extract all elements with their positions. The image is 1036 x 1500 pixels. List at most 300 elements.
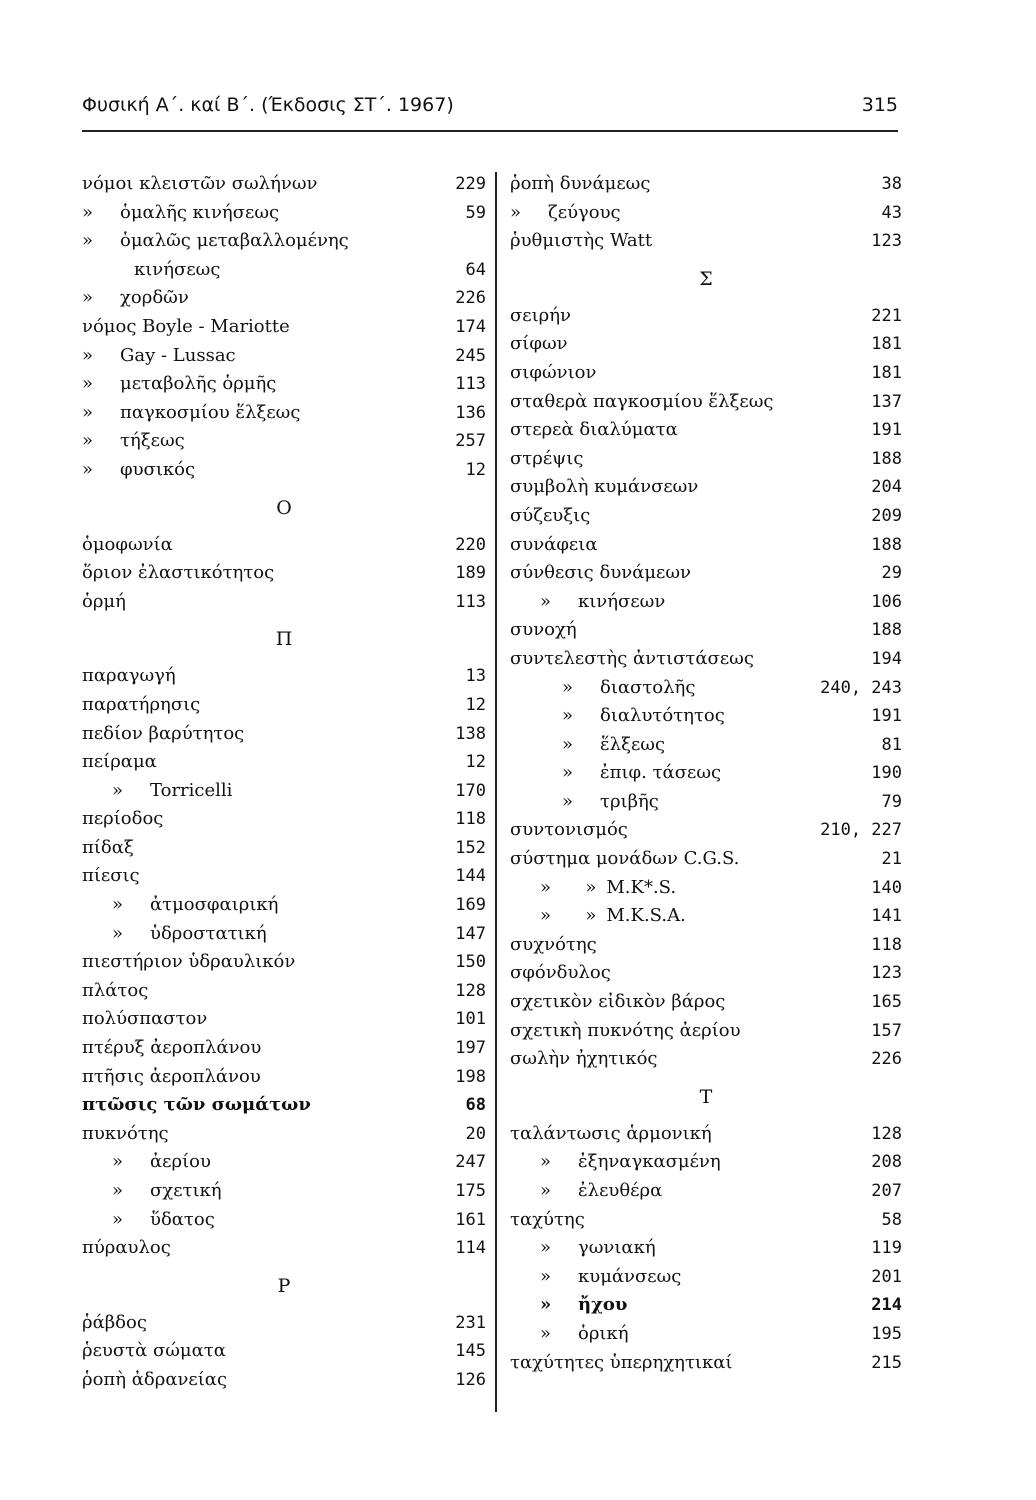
entry-page-refs: 126 <box>455 1369 486 1390</box>
entry-page-refs: 106 <box>871 591 902 612</box>
entry-page-refs: 197 <box>455 1038 486 1059</box>
entry-term-group <box>82 1091 311 1120</box>
entry-term: σύστημα μονάδων C.G.S. <box>510 848 740 870</box>
index-entry <box>82 977 486 1006</box>
entry-term-group <box>82 199 279 228</box>
index-entry <box>82 691 486 720</box>
entry-page-refs: 165 <box>871 992 902 1013</box>
entry-term: ἀερίου <box>150 1151 211 1173</box>
entry-page-refs: 21 <box>881 849 902 870</box>
index-entry <box>510 988 902 1017</box>
entry-page-refs: 191 <box>871 420 902 441</box>
entry-term-group <box>510 1349 732 1378</box>
entry-term: πυκνότης <box>82 1122 169 1144</box>
entry-term: πολύσπαστον <box>82 1008 208 1030</box>
entry-page-refs: 190 <box>871 763 902 784</box>
entry-term: Torricelli <box>150 779 233 801</box>
entry-term: ὑδροστατική <box>150 922 267 944</box>
entry-term-group <box>510 330 568 359</box>
index-entry <box>510 1017 902 1046</box>
index-entry <box>510 388 902 417</box>
entry-page-refs: 20 <box>465 1123 486 1144</box>
entry-term-group <box>82 456 195 485</box>
ditto-mark: » <box>112 1180 124 1201</box>
entry-term: πύραυλος <box>82 1237 171 1259</box>
entry-page-refs: 101 <box>455 1009 486 1030</box>
index-entry <box>82 170 486 199</box>
entry-term-group <box>510 731 665 760</box>
entry-term: ῥοπὴ ἀδρανείας <box>82 1368 228 1390</box>
index-entry <box>510 1349 902 1378</box>
entry-page-refs: 188 <box>871 534 902 555</box>
entry-term: ἕλξεως <box>600 733 666 755</box>
entry-page-refs: 188 <box>871 620 902 641</box>
index-entry <box>82 284 486 313</box>
index-entry <box>510 502 902 531</box>
entry-term-group <box>82 920 267 949</box>
entry-page-refs: 181 <box>871 362 902 383</box>
entry-term: κινήσεων <box>578 590 666 612</box>
entry-page-refs: 118 <box>455 809 486 830</box>
ditto-mark: » <box>540 1265 552 1287</box>
index-entry <box>82 1337 486 1366</box>
index-entry <box>510 645 902 674</box>
entry-term: ὁμαλῆς κινήσεως <box>120 201 280 223</box>
ditto-mark: » <box>540 1294 552 1316</box>
ditto-mark: » <box>562 790 574 812</box>
entry-page-refs: 59 <box>465 202 486 223</box>
entry-term-group <box>82 342 236 371</box>
entry-term: σιφώνιον <box>510 361 597 383</box>
index-entry <box>510 359 902 388</box>
index-entry <box>82 1063 486 1092</box>
ditto-mark: » <box>82 458 94 480</box>
index-entry <box>82 834 486 863</box>
index-entry <box>82 1120 486 1149</box>
entry-term: ἐπιφ. τάσεως <box>600 762 722 784</box>
entry-term-group <box>510 302 571 331</box>
index-entry <box>510 845 902 874</box>
entry-page-refs: 231 <box>455 1312 486 1333</box>
ditto-mark: » <box>562 762 574 784</box>
index-entry <box>82 1005 486 1034</box>
page-header <box>82 94 898 116</box>
entry-term: νόμος Boyle - Mariotte <box>82 315 290 337</box>
entry-term-group <box>510 445 583 474</box>
index-entry <box>510 1263 902 1292</box>
entry-term-group <box>82 1337 226 1366</box>
ditto-mark: » <box>540 1151 552 1173</box>
entry-term: ἐλευθέρα <box>578 1180 663 1201</box>
ditto-mark: » <box>562 733 574 755</box>
entry-term-group <box>510 1263 681 1292</box>
entry-term-group <box>510 988 725 1017</box>
entry-term-group <box>510 199 621 228</box>
entry-term: σίφων <box>510 333 568 355</box>
entry-page-refs: 123 <box>871 963 902 984</box>
entry-term: πίεσις <box>82 865 140 887</box>
index-entry <box>82 1177 486 1206</box>
entry-term-group <box>510 416 678 445</box>
entry-page-refs: 169 <box>455 895 486 916</box>
entry-term: παγκοσμίου ἕλξεως <box>120 401 301 423</box>
index-entry <box>510 1320 902 1349</box>
entry-page-refs: 118 <box>871 934 902 955</box>
entry-term: σχετικὴ πυκνότης ἀερίου <box>510 1019 741 1041</box>
entry-page-refs: 247 <box>455 1152 486 1173</box>
entry-term: ῥάβδος <box>82 1311 147 1333</box>
entry-term-group <box>82 805 163 834</box>
entry-page-refs: 152 <box>455 837 486 858</box>
entry-term-group <box>510 874 676 903</box>
entry-page-refs: 136 <box>455 402 486 423</box>
entry-page-refs: 201 <box>871 1266 902 1287</box>
entry-term-group <box>82 977 148 1006</box>
entry-term-group <box>82 1206 215 1235</box>
entry-page-refs: 209 <box>871 505 902 526</box>
index-entry <box>510 170 902 199</box>
index-entry <box>510 788 902 817</box>
entry-term: συνοχή <box>510 619 577 641</box>
column-divider <box>495 172 497 1412</box>
entry-page-refs: 207 <box>871 1181 902 1201</box>
entry-term: πίδαξ <box>82 836 134 858</box>
entry-term-group <box>82 1034 261 1063</box>
entry-page-refs: 128 <box>871 1123 902 1144</box>
entry-term-group <box>510 959 611 988</box>
entry-term-group <box>82 748 157 777</box>
entry-term: σωλὴν ἠχητικός <box>510 1048 658 1070</box>
entry-term-group <box>82 1120 169 1149</box>
section-letter: Σ <box>699 267 713 290</box>
entry-term: σταθερὰ παγκοσμίου ἕλξεως <box>510 390 774 412</box>
entry-term-group <box>82 370 276 399</box>
ditto-mark: » <box>112 894 124 916</box>
entry-term: κινήσεως <box>134 258 221 280</box>
entry-term: πτέρυξ ἀεροπλάνου <box>82 1037 262 1059</box>
entry-page-refs: 13 <box>465 666 486 687</box>
index-entry <box>510 1206 902 1235</box>
entry-term-group <box>510 1045 657 1074</box>
entry-term-group <box>510 502 590 531</box>
entry-page-refs: 58 <box>881 1209 902 1230</box>
entry-page-refs: 170 <box>455 780 486 801</box>
entry-term: ταχύτης <box>510 1208 585 1230</box>
index-entry <box>82 313 486 342</box>
entry-term-group <box>510 588 665 617</box>
entry-term-group <box>82 313 290 342</box>
entry-term: νόμοι κλειστῶν σωλήνων <box>82 173 318 194</box>
entry-term-group <box>82 284 189 313</box>
entry-page-refs: 198 <box>455 1066 486 1087</box>
entry-term: ἀτμοσφαιρική <box>150 894 279 916</box>
entry-page-refs: 157 <box>871 1020 902 1041</box>
index-entry <box>82 662 486 691</box>
entry-term-group <box>82 531 173 560</box>
entry-term: Gay - Lussac <box>120 344 236 366</box>
entry-term: διαστολῆς <box>600 676 696 698</box>
index-entry <box>82 777 486 806</box>
entry-page-refs: 226 <box>455 288 486 309</box>
entry-term: συντελεστὴς ἀντιστάσεως <box>510 647 754 669</box>
entry-page-refs: 79 <box>881 791 902 812</box>
entry-term-group <box>510 388 773 417</box>
ditto-mark: » <box>112 1151 124 1173</box>
index-entry <box>82 1148 486 1177</box>
ditto-mark: » <box>540 1237 552 1259</box>
entry-term-group <box>82 891 278 920</box>
ditto-mark: » <box>82 430 94 452</box>
entry-term-group <box>82 227 349 256</box>
index-entry <box>82 370 486 399</box>
entry-page-refs: 194 <box>871 648 902 669</box>
header-rule <box>82 130 898 132</box>
index-entry <box>82 948 486 977</box>
index-entry <box>510 199 902 228</box>
ditto-mark: » <box>82 401 94 423</box>
index-entry <box>82 862 486 891</box>
entry-page-refs: 29 <box>881 563 902 584</box>
index-entry <box>510 588 902 617</box>
ditto-mark: » <box>510 201 522 223</box>
entry-term: παραγωγή <box>82 665 176 687</box>
index-entry <box>82 588 486 617</box>
entry-term-group <box>510 816 628 845</box>
entry-page-refs: 113 <box>455 374 486 395</box>
entry-term: ὅριον ἐλαστικότητος <box>82 562 275 584</box>
index-entry <box>510 702 902 731</box>
entry-page-refs: 191 <box>871 706 902 727</box>
entry-page-refs: 174 <box>455 316 486 337</box>
entry-page-refs: 188 <box>871 448 902 469</box>
ditto-mark: » <box>82 373 94 395</box>
index-entry <box>82 456 486 485</box>
index-entry <box>510 531 902 560</box>
index-entry <box>510 1234 902 1263</box>
entry-term: γωνιακή <box>578 1237 656 1259</box>
index-entry <box>510 445 902 474</box>
entry-term-group <box>82 559 274 588</box>
index-entry <box>510 902 902 931</box>
entry-term: συμβολὴ κυμάνσεων <box>510 476 699 498</box>
entry-page-refs: 195 <box>871 1323 902 1344</box>
entry-term: διαλυτότητος <box>600 705 725 727</box>
entry-page-refs: 189 <box>455 563 486 584</box>
entry-term: ὁρμή <box>82 590 126 612</box>
index-entry <box>82 531 486 560</box>
entry-term-group <box>510 559 691 588</box>
index-entry <box>82 559 486 588</box>
entry-term-group <box>82 948 295 977</box>
entry-page-refs: 214 <box>871 1295 902 1316</box>
entry-page-refs: 140 <box>871 877 902 898</box>
ditto-mark: » » <box>540 905 597 927</box>
entry-term: ῥοπὴ δυνάμεως <box>510 173 651 194</box>
index-entry <box>510 559 902 588</box>
entry-term: M.K*.S. <box>606 876 677 898</box>
index-entry <box>82 748 486 777</box>
entry-page-refs: 208 <box>871 1152 902 1173</box>
entry-term: κυμάνσεως <box>578 1265 682 1287</box>
index-entry <box>510 759 902 788</box>
index-entry <box>82 891 486 920</box>
index-entry <box>82 1366 486 1395</box>
ditto-mark: » » <box>540 876 597 898</box>
index-entry <box>82 256 486 285</box>
entry-term: σχετικὸν εἰδικὸν βάρος <box>510 991 726 1013</box>
index-entry <box>82 1034 486 1063</box>
entry-page-refs: 113 <box>455 591 486 612</box>
entry-page-refs: 138 <box>455 723 486 744</box>
entry-term-group <box>510 1291 627 1320</box>
entry-term-group <box>510 1177 662 1206</box>
entry-term: στερεὰ διαλύματα <box>510 419 678 441</box>
entry-term-group <box>82 1309 147 1338</box>
entry-page-refs: 114 <box>455 1238 486 1259</box>
entry-term-group <box>510 616 577 645</box>
page-number: 315 <box>861 94 898 116</box>
entry-page-refs: 181 <box>871 334 902 355</box>
entry-term: ῥευστὰ σώματα <box>82 1340 226 1362</box>
entry-term: περίοδος <box>82 808 164 830</box>
entry-page-refs: 229 <box>455 174 486 194</box>
index-entry <box>510 1291 902 1320</box>
entry-term-group <box>82 1063 261 1092</box>
entry-term-group <box>510 1120 712 1149</box>
entry-term: ταχύτητες ὑπερηχητικαί <box>510 1351 733 1373</box>
entry-term-group <box>82 1366 227 1395</box>
entry-page-refs: 123 <box>871 231 902 252</box>
entry-term-group <box>510 1017 741 1046</box>
entry-page-refs: 128 <box>455 980 486 1001</box>
entry-term: μεταβολῆς ὁρμῆς <box>120 373 277 395</box>
entry-page-refs: 147 <box>455 923 486 944</box>
entry-term-group <box>82 1148 211 1177</box>
index-entry <box>82 805 486 834</box>
entry-page-refs: 12 <box>465 694 486 715</box>
entry-page-refs: 64 <box>465 259 486 280</box>
entry-term: σφόνδυλος <box>510 962 611 984</box>
ditto-mark: » <box>82 230 94 252</box>
entry-term: ὁμοφωνία <box>82 533 173 555</box>
entry-term-group <box>82 256 220 285</box>
index-entry <box>510 959 902 988</box>
entry-term: χορδῶν <box>120 287 189 309</box>
index-entry <box>82 199 486 228</box>
ditto-mark: » <box>540 1322 552 1344</box>
ditto-mark: » <box>562 676 574 698</box>
entry-term: M.K.S.A. <box>606 905 686 927</box>
index-entry <box>510 1148 902 1177</box>
ditto-mark: » <box>562 705 574 727</box>
section-letter: Ρ <box>277 1274 291 1297</box>
entry-page-refs: 210, 227 <box>820 820 902 841</box>
ditto-mark: » <box>82 201 94 223</box>
entry-term-group <box>510 702 725 731</box>
index-entry <box>510 1120 902 1149</box>
entry-term: τήξεως <box>120 430 185 452</box>
index-entry <box>510 1045 902 1074</box>
entry-term-group <box>510 1206 585 1235</box>
ditto-mark: » <box>112 922 124 944</box>
entry-term-group <box>510 1234 656 1263</box>
index-entry <box>510 616 902 645</box>
entry-page-refs: 119 <box>871 1238 902 1259</box>
index-entry <box>82 1309 486 1338</box>
entry-page-refs: 43 <box>881 202 902 223</box>
index-entry <box>510 874 902 903</box>
entry-term: ἤχου <box>578 1294 628 1316</box>
entry-term-group <box>510 473 698 502</box>
index-column-left <box>82 170 486 1395</box>
section-letter: Π <box>275 628 293 651</box>
entry-term-group <box>510 359 596 388</box>
entry-term: ταλάντωσις ἁρμονική <box>510 1122 712 1144</box>
index-entry <box>82 427 486 456</box>
entry-term-group <box>510 531 597 560</box>
entry-term: ῥυθμιστὴς Watt <box>510 230 653 252</box>
entry-term-group <box>82 399 300 428</box>
index-entry <box>82 227 486 256</box>
entry-page-refs: 215 <box>871 1352 902 1373</box>
index-entry <box>510 473 902 502</box>
entry-term: παρατήρησις <box>82 693 201 715</box>
ditto-mark: » <box>82 287 94 309</box>
entry-page-refs: 161 <box>455 1209 486 1230</box>
entry-term-group <box>510 1148 721 1177</box>
entry-term-group <box>82 720 244 749</box>
entry-page-refs: 221 <box>871 305 902 326</box>
running-title: Φυσική Α΄. καί Β΄. (Έκδοσις ΣΤ΄. 1967) <box>82 94 454 116</box>
entry-term-group <box>82 427 185 456</box>
entry-term-group <box>82 834 134 863</box>
entry-page-refs: 12 <box>465 459 486 480</box>
entry-term: τριβῆς <box>600 790 659 812</box>
entry-page-refs: 141 <box>871 906 902 927</box>
entry-term-group <box>82 1005 207 1034</box>
ditto-mark: » <box>540 1180 552 1201</box>
entry-term: ὕδατος <box>150 1208 215 1230</box>
entry-term-group <box>510 902 686 931</box>
entry-term: συντονισμός <box>510 819 628 841</box>
index-entry <box>82 720 486 749</box>
index-entry <box>82 342 486 371</box>
ditto-mark: » <box>540 590 552 612</box>
entry-term-group <box>510 845 739 874</box>
index-entry <box>510 816 902 845</box>
entry-term-group <box>510 170 650 199</box>
index-entry <box>82 1234 486 1263</box>
entry-term-group <box>82 862 140 891</box>
entry-page-refs: 175 <box>455 1181 486 1201</box>
entry-page-refs: 145 <box>455 1341 486 1362</box>
entry-term-group <box>510 788 659 817</box>
entry-term: σχετική <box>150 1180 222 1201</box>
index-entry <box>82 399 486 428</box>
entry-term: συχνότης <box>510 933 597 955</box>
entry-page-refs: 144 <box>455 866 486 887</box>
entry-page-refs: 68 <box>465 1095 486 1116</box>
entry-term-group <box>82 662 176 691</box>
entry-term-group <box>82 777 232 806</box>
entry-page-refs: 226 <box>871 1049 902 1070</box>
entry-term-group <box>510 931 597 960</box>
entry-term-group <box>510 227 652 256</box>
entry-page-refs: 257 <box>455 431 486 452</box>
entry-term-group <box>510 759 721 788</box>
entry-term-group <box>82 588 126 617</box>
index-entry <box>510 1177 902 1206</box>
